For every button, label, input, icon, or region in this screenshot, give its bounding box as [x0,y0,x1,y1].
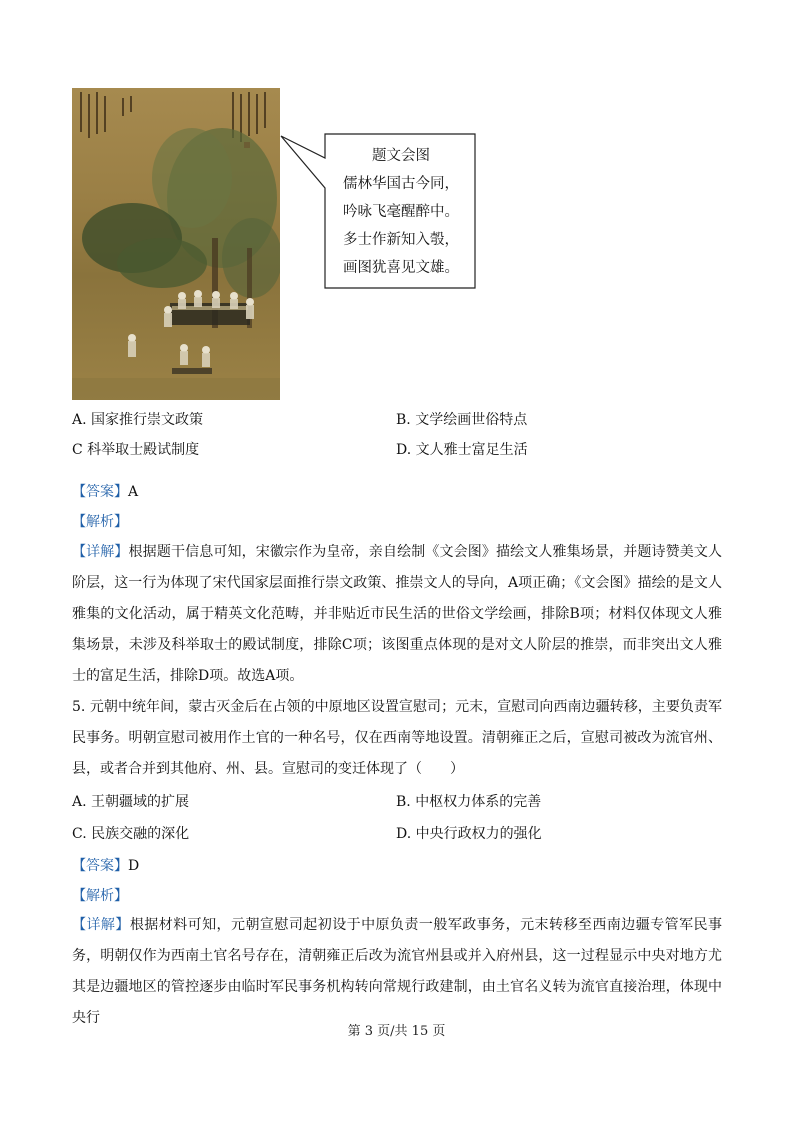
q5-answer-tag: 【答案】 [72,858,128,874]
page-number: 第 3 页/共 15 页 [347,1024,446,1039]
q5-analysis-tag: 【解析】 [72,888,128,904]
painting-image [72,88,280,400]
q5-option-c: C. 民族交融的深化 [72,826,190,842]
poem-callout [328,142,474,282]
q5-answer [72,856,139,876]
painting-illustration [72,88,280,400]
q4-option-d: D. 文人雅士富足生活 [396,442,528,458]
q4-detail-tag: 【详解】 [72,544,129,560]
scholars-gathering [128,290,254,374]
q5-stem: 5. 元朝中统年间，蒙古灭金后在占领的中原地区设置宣慰司；元末，宣慰司向西南边疆转移，主要负责军民事务。明朝宣慰司被用作土官的一种名号，仅在西南等地设置。清朝雍正之后，宣慰司被改为流官州、县，或者合并到其他府、州、县。宣慰司的变迁体现了（ ） [72,699,722,777]
q5-option-b: B. 中枢权力体系的完善 [396,794,542,810]
poem-title: 题文会图 [372,148,430,164]
q5-detail-tag: 【详解】 [72,917,130,933]
q5-detail-text: 根据材料可知，元朝宣慰司起初设于中原负责一般军政事务，元末转移至西南边疆专管军民事务，明朝仅作为西南土官名号存在，清朝雍正后改为流官州县或并入府州县，这一过程显示中央对地方尤其是边疆地区的管控逐步由临时军民事务机构转向常规行政建制，由土官名义转为流官直接治理，体现中央行 [72,917,723,1026]
q4-analysis-tag: 【解析】 [72,514,128,530]
q5-detail [72,910,722,1034]
q4-option-b: B. 文学绘画世俗特点 [396,412,528,428]
q5-option-d: D. 中央行政权力的强化 [396,826,542,842]
q4-detail-text: 根据题干信息可知，宋徽宗作为皇帝，亲自绘制《文会图》描绘文人雅集场景，并题诗赞美文人阶层，这一行为体现了宋代国家层面推行崇文政策、推崇文人的导向，A项正确；《文会图》描绘的是文人雅集的文化活动，属于精英文化范畴，并非贴近市民生活的世俗文学绘画，排除B项；材料仅体现文人雅集场景，未涉及科举取士的殿试制度，排除C项；该图重点体现的是对文人阶层的推崇，而非突出文人雅士的富足生活，排除D项。故选A项。 [72,544,723,684]
q4-detail [72,537,722,692]
q4-answer-value: A [128,484,139,500]
q5-answer-value: D [128,858,140,874]
poem-line-2: 吟咏飞毫醒醉中。 [343,204,459,220]
q5-option-a: A. 王朝疆域的扩展 [72,794,190,810]
q4-answer [72,482,138,502]
q4-option-c: C 科举取士殿试制度 [72,442,200,458]
poem-line-3: 多士作新知入彀， [343,232,459,248]
poem-line-1: 儒林华国古今同， [343,176,459,192]
poem-line-4: 画图犹喜见文雄。 [343,260,459,276]
q4-answer-tag: 【答案】 [72,484,128,500]
ground [72,378,280,400]
q4-option-a: A. 国家推行崇文政策 [72,412,204,428]
